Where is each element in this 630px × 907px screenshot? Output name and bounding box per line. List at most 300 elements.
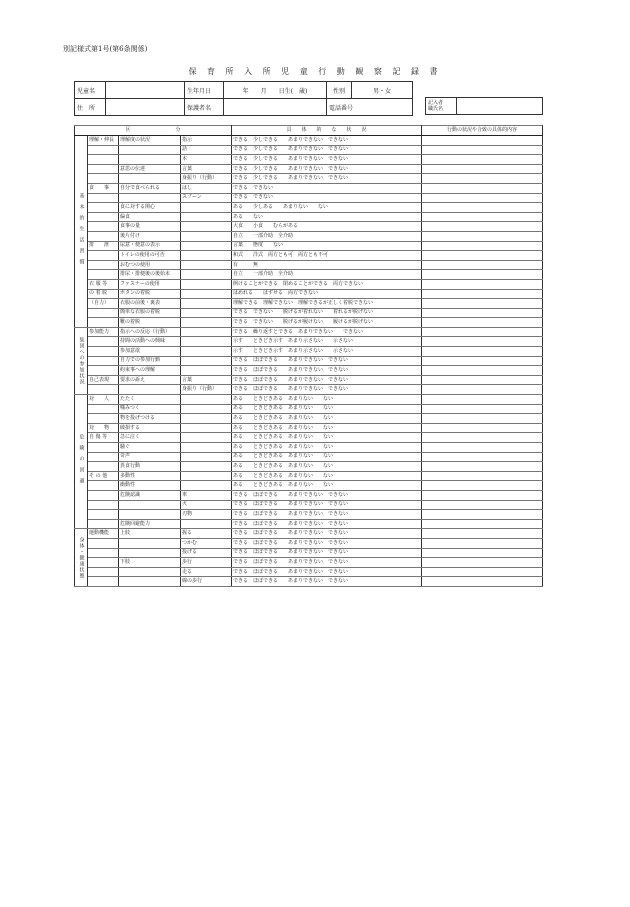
group-label: 排 泄 [88,241,119,251]
notes-cell[interactable] [422,510,543,520]
detail-options: できる 繰り返すとできる あまりできない できない [232,327,422,337]
item-label: 指示への反応（行動） [119,327,181,337]
group-label: 対 物 [88,423,119,433]
detail-options: 示す ときどき示す あまり示さない 示さない [232,347,422,357]
guardian-label: 保護者名 [185,99,224,116]
group-label [88,231,119,241]
observation-row [75,164,543,174]
sub-item-label [181,251,232,261]
sub-item-label: 火 [181,500,232,510]
item-label: 衣服の前後・裏表 [119,299,181,309]
section-label-body: 身体・健康状態 [75,529,88,587]
observation-row [75,423,543,433]
section-label-group: 集団への参加状況 [75,327,88,394]
item-label: おむつの使用 [119,260,181,270]
observation-row [75,222,543,232]
notes-cell[interactable] [422,136,543,146]
group-label [88,193,119,203]
detail-options: できる ほぼできる あまりできない できない [232,356,422,366]
item-label: 尿意・便意の表示 [119,241,181,251]
sub-item-label: 身振り（行動） [181,174,232,184]
notes-cell[interactable] [422,279,543,289]
group-label [88,212,119,222]
sub-item-label: 歩行 [181,558,232,568]
detail-options: はめれる はずせる 両方できない [232,289,422,299]
group-label [88,337,119,347]
detail-options: 自立 一部介助 全介助 [232,270,422,280]
notes-cell[interactable] [422,577,543,587]
form-label: 別記様式第1号(第6条関係) [63,45,148,53]
item-label: 物を投げつける [119,414,181,424]
notes-cell[interactable] [422,145,543,155]
sub-item-label [181,519,232,529]
item-label: 騒ぐ [119,443,181,453]
observation-row [75,577,543,587]
notes-cell[interactable] [422,375,543,385]
sub-item-label [181,299,232,309]
notes-cell[interactable] [422,155,543,165]
notes-cell[interactable] [422,203,543,213]
observation-row [75,385,543,395]
observation-table [74,125,543,587]
detail-options: できる ほぼできる あまりできない できない [232,529,422,539]
group-label [88,174,119,184]
item-label [119,174,181,184]
writer-field[interactable] [457,98,543,115]
observation-row [75,510,543,520]
guardian-field[interactable] [224,99,327,116]
notes-cell[interactable] [422,538,543,548]
item-label: 食に対する関心 [119,203,181,213]
sub-item-label: 言葉 [181,375,232,385]
notes-cell[interactable] [422,452,543,462]
item-label: 危険回避能力 [119,519,181,529]
observation-row [75,519,543,529]
item-label: ボタンの着脱 [119,289,181,299]
detail-options: できる ほぼできる あまりできない できない [232,519,422,529]
observation-row [75,193,543,203]
sub-item-label [181,260,232,270]
notes-cell[interactable] [422,500,543,510]
group-label: 対 人 [88,395,119,405]
item-label: 上肢 [119,529,181,539]
sub-item-label: 身振り（行動） [181,385,232,395]
detail-options: できる できない 脱げるが履けない 履けるが脱げない [232,318,422,328]
notes-cell[interactable] [422,212,543,222]
notes-cell[interactable] [422,318,543,328]
notes-cell[interactable] [422,289,543,299]
notes-cell[interactable] [422,414,543,424]
notes-cell[interactable] [422,471,543,481]
group-label [88,164,119,174]
notes-cell[interactable] [422,548,543,558]
observation-row [75,471,543,481]
notes-cell[interactable] [422,174,543,184]
sub-item-label: 線の歩行 [181,577,232,587]
sub-item-label [181,481,232,491]
item-label: 食事の量 [119,222,181,232]
notes-cell[interactable] [422,327,543,337]
item-label: 約束事への理解 [119,366,181,376]
group-label [88,385,119,395]
group-label [88,203,119,213]
observation-row [75,404,543,414]
item-label: 簡単な衣服の着脱 [119,308,181,318]
group-label: 自 傷 等 [88,433,119,443]
gender-field[interactable]: 男・女 [352,82,413,99]
notes-cell[interactable] [422,519,543,529]
observation-row [75,318,543,328]
group-label: 運動機能 [88,529,119,539]
item-label: 衝動性 [119,481,181,491]
notes-cell[interactable] [422,183,543,193]
group-label [88,366,119,376]
group-label [88,356,119,366]
detail-options: できる ほぼできる あまりできない できない [232,385,422,395]
item-label [119,145,181,155]
detail-options: できる ほぼできる あまりできない できない [232,558,422,568]
sub-item-label [181,443,232,453]
group-label: そ の 他 [88,471,119,481]
item-label [119,538,181,548]
observation-row [75,279,543,289]
group-label [88,308,119,318]
sub-item-label: 車 [181,490,232,500]
item-label: 要求の訴え [119,375,181,385]
detail-options: 大食 小食 むらがある [232,222,422,232]
sub-item-label [181,356,232,366]
observation-row [75,529,543,539]
notes-cell[interactable] [422,356,543,366]
notes-cell[interactable] [422,462,543,472]
address-label: 住 所 [75,99,106,116]
child-info-table [74,81,413,116]
sub-item-label [181,241,232,251]
observation-row [75,174,543,184]
sub-item-label [181,289,232,299]
observation-row [75,212,543,222]
notes-cell[interactable] [422,366,543,376]
group-label [88,443,119,453]
child-name-field[interactable] [106,82,185,99]
group-label [88,519,119,529]
notes-cell[interactable] [422,231,543,241]
sub-item-label [181,279,232,289]
observation-row [75,289,543,299]
detail-options: ある ときどきある あまりない ない [232,414,422,424]
item-label: 多動性 [119,471,181,481]
notes-cell[interactable] [422,423,543,433]
sub-item-label [181,212,232,222]
item-label: 偏食 [119,212,181,222]
observation-row [75,548,543,558]
item-label: 下肢 [119,558,181,568]
group-label: 衣 服 等 [88,279,119,289]
group-label: の 着 脱 [88,289,119,299]
sub-item-label [181,231,232,241]
item-label: 意思の伝達 [119,164,181,174]
detail-options: できる 少しできる あまりできない できない [232,174,422,184]
group-label: 自己表現 [88,375,119,385]
section-label-basic: 基本的生活習慣 [75,136,88,328]
item-label: 自力での参加行動 [119,356,181,366]
item-label: 危険認識 [119,490,181,500]
detail-options: ある ときどきある あまりない ない [232,433,422,443]
writer-table [425,97,543,115]
detail-options: できる ほぼできる あまりできない できない [232,366,422,376]
detail-options: 有 無 [232,260,422,270]
notes-cell[interactable] [422,337,543,347]
observation-row [75,327,543,337]
observation-row [75,375,543,385]
observation-row [75,299,543,309]
detail-options: 示す ときどき示す あまり示さない 示さない [232,337,422,347]
group-label [88,548,119,558]
notes-cell[interactable] [422,260,543,270]
item-label: 異食行動 [119,462,181,472]
observation-row [75,462,543,472]
group-label [88,567,119,577]
observation-row [75,395,543,405]
group-label [88,414,119,424]
child-name-label: 児童名 [75,82,106,99]
sub-item-label: 刃物 [181,510,232,520]
observation-row [75,231,543,241]
birthdate-field[interactable]: 年 月 日生( 歳) [224,82,327,99]
observation-row [75,203,543,213]
notes-cell[interactable] [422,529,543,539]
item-label: トイレの使用の可否 [119,251,181,261]
group-label [88,452,119,462]
sub-item-label [181,203,232,213]
notes-cell[interactable] [422,251,543,261]
notes-cell[interactable] [422,443,543,453]
detail-options: ある ときどきある あまりない ない [232,395,422,405]
detail-options: できる できない 脱げるが着れない 着れるが脱げない [232,308,422,318]
observation-row [75,366,543,376]
group-label [88,347,119,357]
detail-options: できる ほぼできる あまりできない できない [232,500,422,510]
item-label: 参加意欲 [119,347,181,357]
sub-item-label: つかむ [181,538,232,548]
detail-options: ある ときどきある あまりない ない [232,452,422,462]
notes-cell[interactable] [422,433,543,443]
group-label [88,155,119,165]
notes-cell[interactable] [422,385,543,395]
sub-item-label [181,414,232,424]
notes-cell[interactable] [422,404,543,414]
detail-options: 言葉 態度 ない [232,241,422,251]
observation-row [75,500,543,510]
observation-row [75,443,543,453]
observation-row [75,356,543,366]
detail-options: ある ときどきある あまりない ない [232,471,422,481]
detail-options: できる ほぼできる あまりできない できない [232,510,422,520]
detail-options: 理解できる 理解できない 理解できるが正しく着脱できない [232,299,422,309]
notes-cell[interactable] [422,299,543,309]
sub-item-label [181,423,232,433]
item-label: 後片付け [119,231,181,241]
detail-options: ある ときどきある あまりない ない [232,481,422,491]
sub-item-label [181,452,232,462]
group-label [88,481,119,491]
item-label [119,548,181,558]
item-label: たたく [119,395,181,405]
observation-row [75,414,543,424]
item-label: 急に泣く [119,433,181,443]
detail-options: ある ときどきある あまりない ない [232,443,422,453]
header-category: 区 分 [75,126,232,136]
observation-row [75,337,543,347]
address-field[interactable] [106,99,185,116]
section-label-danger: 危険の回避 [75,395,88,529]
header-notes: 行動の状況や合致の具体的内容 [422,126,543,136]
group-label: 食 事 [88,183,119,193]
detail-options: ある ときどきある あまりない ない [232,462,422,472]
item-label: ファスナーの使用 [119,279,181,289]
item-label [119,385,181,395]
group-label: （自力） [88,299,119,309]
item-label [119,577,181,587]
notes-cell[interactable] [422,241,543,251]
sub-item-label [181,433,232,443]
writer-label: 記入者 職氏名 [426,98,457,115]
sub-item-label: 握る [181,529,232,539]
group-label: 理解・伸長 [88,136,119,146]
item-label [119,193,181,203]
group-label [88,270,119,280]
sub-item-label: 指示 [181,136,232,146]
detail-options: 開けることができる 閉めることができる 両方できない [232,279,422,289]
group-label [88,251,119,261]
detail-options: できる ほぼできる あまりできない できない [232,548,422,558]
observation-row [75,490,543,500]
group-label [88,558,119,568]
notes-cell[interactable] [422,222,543,232]
detail-options: ある 少しある あまりない ない [232,203,422,213]
detail-options: できる 少しできる あまりできない できない [232,145,422,155]
group-label [88,490,119,500]
detail-options: できる できない [232,193,422,203]
group-label [88,577,119,587]
observation-row [75,452,543,462]
observation-row [75,433,543,443]
sub-item-label: はし [181,183,232,193]
sub-item-label [181,308,232,318]
item-label [119,567,181,577]
observation-row [75,136,543,146]
group-label [88,510,119,520]
detail-options: ある ときどきある あまりない ない [232,423,422,433]
detail-options: できる ほぼできる あまりできない できない [232,567,422,577]
item-label: 理解度の状況 [119,136,181,146]
sub-item-label [181,337,232,347]
observation-row [75,308,543,318]
notes-cell[interactable] [422,481,543,491]
observation-row [75,145,543,155]
group-label [88,500,119,510]
sub-item-label [181,366,232,376]
notes-cell[interactable] [422,193,543,203]
detail-options: ある ときどきある あまりない ない [232,404,422,414]
notes-cell[interactable] [422,308,543,318]
item-label [119,155,181,165]
detail-options: できる ほぼできる あまりできない できない [232,490,422,500]
item-label [119,500,181,510]
sub-item-label [181,471,232,481]
sub-item-label [181,222,232,232]
observation-row [75,347,543,357]
sub-item-label: 話 [181,145,232,155]
sub-item-label: 本 [181,155,232,165]
detail-options: 自立 一部介助 全介助 [232,231,422,241]
observation-row [75,270,543,280]
detail-options: 和式 洋式 両方とも可 両方とも不可 [232,251,422,261]
group-label [88,404,119,414]
notes-cell[interactable] [422,395,543,405]
detail-options: できる ほぼできる あまりできない できない [232,577,422,587]
observation-row [75,481,543,491]
notes-cell[interactable] [422,164,543,174]
notes-cell[interactable] [422,490,543,500]
sub-item-label: 走る [181,567,232,577]
sub-item-label: 言葉 [181,164,232,174]
group-label: 参加能力 [88,327,119,337]
item-label: 破損する [119,423,181,433]
notes-cell[interactable] [422,567,543,577]
item-label [119,510,181,520]
document-title: 保 育 所 入 所 児 童 行 動 観 察 記 録 書 [188,67,442,76]
observation-row [75,567,543,577]
sub-item-label [181,270,232,280]
item-label: 排尿・排便後の後始末 [119,270,181,280]
sub-item-label [181,347,232,357]
group-label [88,145,119,155]
detail-options: ある ない [232,212,422,222]
gender-label: 性別 [327,82,352,99]
sub-item-label: 投げる [181,548,232,558]
sub-item-label [181,395,232,405]
sub-item-label [181,327,232,337]
observation-row [75,241,543,251]
observation-row [75,260,543,270]
detail-options: できる できない [232,183,422,193]
group-label [88,222,119,232]
detail-options: できる 少しできる あまりできない できない [232,164,422,174]
notes-cell[interactable] [422,558,543,568]
header-detail: 具 体 的 な 状 況 [232,126,422,136]
detail-options: できる 少しできる あまりできない できない [232,155,422,165]
detail-options: できる ほぼできる あまりできない できない [232,375,422,385]
detail-options: できる 少しできる あまりできない できない [232,136,422,146]
observation-row [75,558,543,568]
notes-cell[interactable] [422,270,543,280]
item-label: 噛みつく [119,404,181,414]
group-label [88,260,119,270]
item-label: 靴の着脱 [119,318,181,328]
observation-row [75,251,543,261]
notes-cell[interactable] [422,347,543,357]
group-label [88,538,119,548]
item-label: 持間の活動への興味 [119,337,181,347]
observation-row [75,183,543,193]
item-label: 奇声 [119,452,181,462]
phone-label: 電話番号 [327,99,413,116]
sub-item-label: スプーン [181,193,232,203]
detail-options: できる ほぼできる あまりできない できない [232,538,422,548]
group-label [88,462,119,472]
sub-item-label [181,462,232,472]
